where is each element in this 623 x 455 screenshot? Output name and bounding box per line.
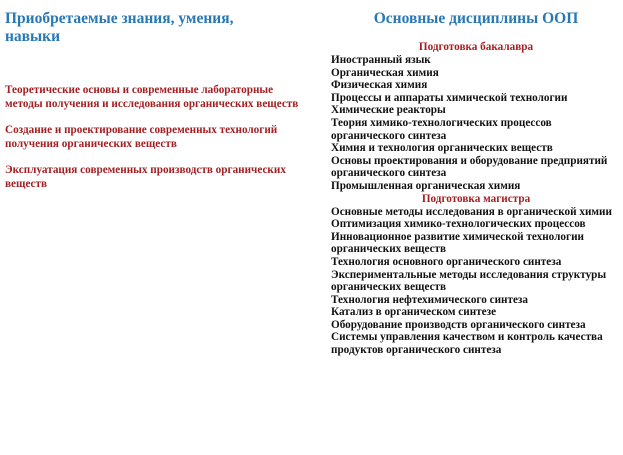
list-item: Теория химико-технологических процессов органического синтеза <box>331 116 552 142</box>
list-item: Основы проектирования и оборудование предприятий органического синтеза <box>331 154 608 180</box>
list-item: Процессы и аппараты химической технологии <box>331 91 568 104</box>
list-item: Промышленная органическая химия <box>331 179 521 192</box>
list-item: Основные методы исследования в органической химии <box>331 205 612 218</box>
list-item: Физическая химия <box>331 79 428 92</box>
list-item: Системы управления качеством и контроль качества продуктов органического синтеза <box>331 331 603 357</box>
list-item: Оптимизация химико-технологических процессов <box>331 218 586 231</box>
list-item: Технология основного органического синтеза <box>331 255 562 268</box>
bachelor-discipline-list <box>331 54 621 193</box>
list-item: Экспериментальные методы исследования структуры органических веществ <box>331 268 607 294</box>
right-column <box>331 10 621 357</box>
list-item: Инновационное развитие химической технологии органических веществ <box>331 230 584 256</box>
skills-list <box>5 84 305 191</box>
list-item: Иностранный язык <box>331 54 431 66</box>
skill-item: Эксплуатация современных производств органических веществ <box>5 164 286 190</box>
skill-item: Теоретические основы и современные лабораторные методы получения и исследования органических веществ <box>5 84 299 110</box>
master-section-title: Подготовка магистра <box>421 192 531 205</box>
left-column <box>5 10 305 204</box>
bachelor-section-title: Подготовка бакалавра <box>418 41 534 53</box>
master-discipline-list <box>331 206 621 357</box>
list-item: Катализ в органическом синтезе <box>331 306 497 319</box>
list-item: Органическая химия <box>331 66 439 79</box>
list-item: Оборудование производств органического синтеза <box>331 318 586 331</box>
skills-heading: Приобретаемые знания, умения, навыки <box>5 10 234 45</box>
list-item: Технология нефтехимического синтеза <box>331 293 529 306</box>
skill-item: Создание и проектирование современных технологий получения органических веществ <box>5 124 278 150</box>
list-item: Химические реакторы <box>331 104 446 117</box>
disciplines-heading: Основные дисциплины ООП <box>373 10 579 27</box>
list-item: Химия и технология органических веществ <box>331 142 553 155</box>
